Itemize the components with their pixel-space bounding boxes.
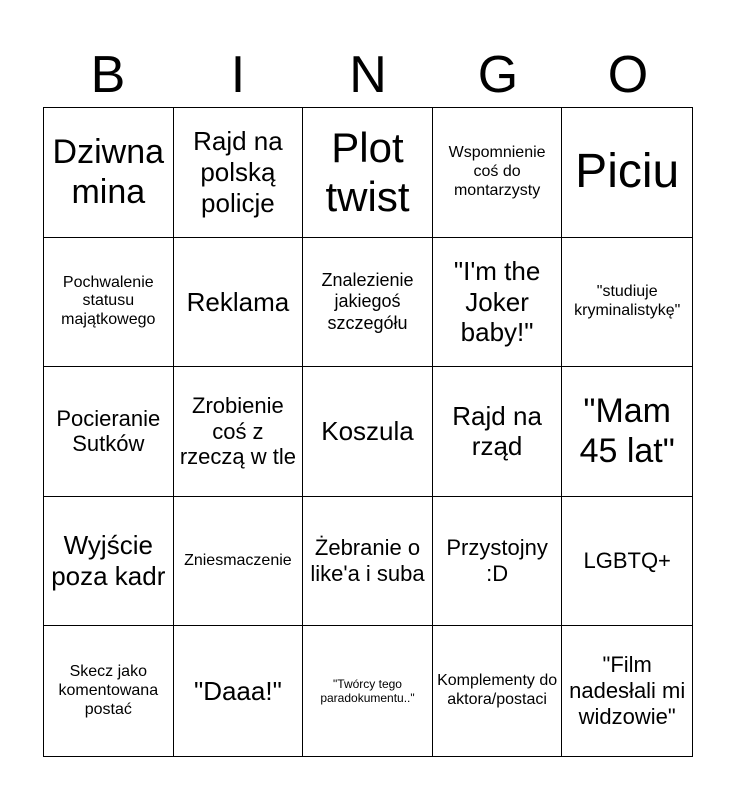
bingo-cell-label: Pochwalenie statusu majątkowego <box>61 273 156 329</box>
bingo-cell-label: Wspomnienie coś do montarzysty <box>448 143 546 199</box>
bingo-cell-label: Rajd na polską policje <box>193 126 283 218</box>
bingo-cell[interactable] <box>303 238 433 368</box>
bingo-cell[interactable] <box>562 367 692 497</box>
bingo-cell-label: "I'm the Joker baby!" <box>453 255 541 348</box>
header-letter-i: I <box>230 46 246 104</box>
bingo-cell[interactable] <box>433 497 563 627</box>
bingo-board <box>43 107 693 757</box>
bingo-cell[interactable] <box>433 367 563 497</box>
bingo-cell-label: Żebranie o like'a i suba <box>310 535 425 587</box>
bingo-cell-label: Rajd na rząd <box>452 400 542 462</box>
header-letter-o: O <box>607 46 649 104</box>
bingo-cell-label: Przystojny :D <box>446 535 548 587</box>
bingo-cell-label: LGBTQ+ <box>583 548 671 574</box>
bingo-cell[interactable] <box>174 626 304 756</box>
bingo-cell[interactable] <box>562 238 692 368</box>
bingo-cell-label: Komplementy do aktora/postaci <box>437 672 558 709</box>
bingo-cell[interactable] <box>44 497 174 627</box>
bingo-cell[interactable] <box>562 108 692 238</box>
header-letter-g: G <box>477 46 519 104</box>
bingo-cell[interactable] <box>174 497 304 627</box>
bingo-cell-label: "Mam 45 lat" <box>579 392 675 471</box>
bingo-cell[interactable] <box>562 626 692 756</box>
bingo-cell-label: Zniesmaczenie <box>184 551 292 569</box>
bingo-cell[interactable] <box>44 626 174 756</box>
bingo-cell[interactable] <box>303 108 433 238</box>
bingo-cell[interactable] <box>433 108 563 238</box>
bingo-cell-label: "Film nadesłali mi widzowie" <box>569 652 686 730</box>
bingo-cell-label: Dziwna mina <box>52 133 165 212</box>
bingo-cell[interactable] <box>174 367 304 497</box>
bingo-cell[interactable] <box>562 497 692 627</box>
bingo-cell-label: Skecz jako komentowana postać <box>58 662 159 718</box>
bingo-cell-label: Reklama <box>186 286 290 317</box>
bingo-cell-label: Zrobienie coś z rzeczą w tle <box>179 392 296 470</box>
bingo-cell[interactable] <box>44 108 174 238</box>
bingo-cell-label: "Twórcy tego paradokumentu.." <box>320 677 415 706</box>
bingo-cell[interactable] <box>174 238 304 368</box>
header-letter-b: B <box>90 46 126 104</box>
bingo-cell-label: Pocieranie Sutków <box>56 405 161 457</box>
bingo-cell[interactable] <box>303 497 433 627</box>
header-letter-n: N <box>349 46 387 104</box>
bingo-cell-label: "Daaa!" <box>193 675 282 706</box>
bingo-cell-label: Znalezienie jakiegoś szczegółu <box>321 270 414 333</box>
bingo-cell-label: "studiuje kryminalistykę" <box>574 283 681 319</box>
bingo-cell[interactable] <box>433 238 563 368</box>
bingo-cell[interactable] <box>303 367 433 497</box>
bingo-cell[interactable] <box>174 108 304 238</box>
bingo-cell[interactable] <box>44 238 174 368</box>
bingo-header <box>43 44 693 106</box>
bingo-cell-label: Koszula <box>321 416 414 447</box>
bingo-cell-label: Plot twist <box>325 123 410 221</box>
bingo-cell-label: Wyjście poza kadr <box>51 530 166 592</box>
bingo-cell-label: Piciu <box>575 144 680 198</box>
bingo-cell[interactable] <box>303 626 433 756</box>
bingo-cell[interactable] <box>44 367 174 497</box>
bingo-cell[interactable] <box>433 626 563 756</box>
